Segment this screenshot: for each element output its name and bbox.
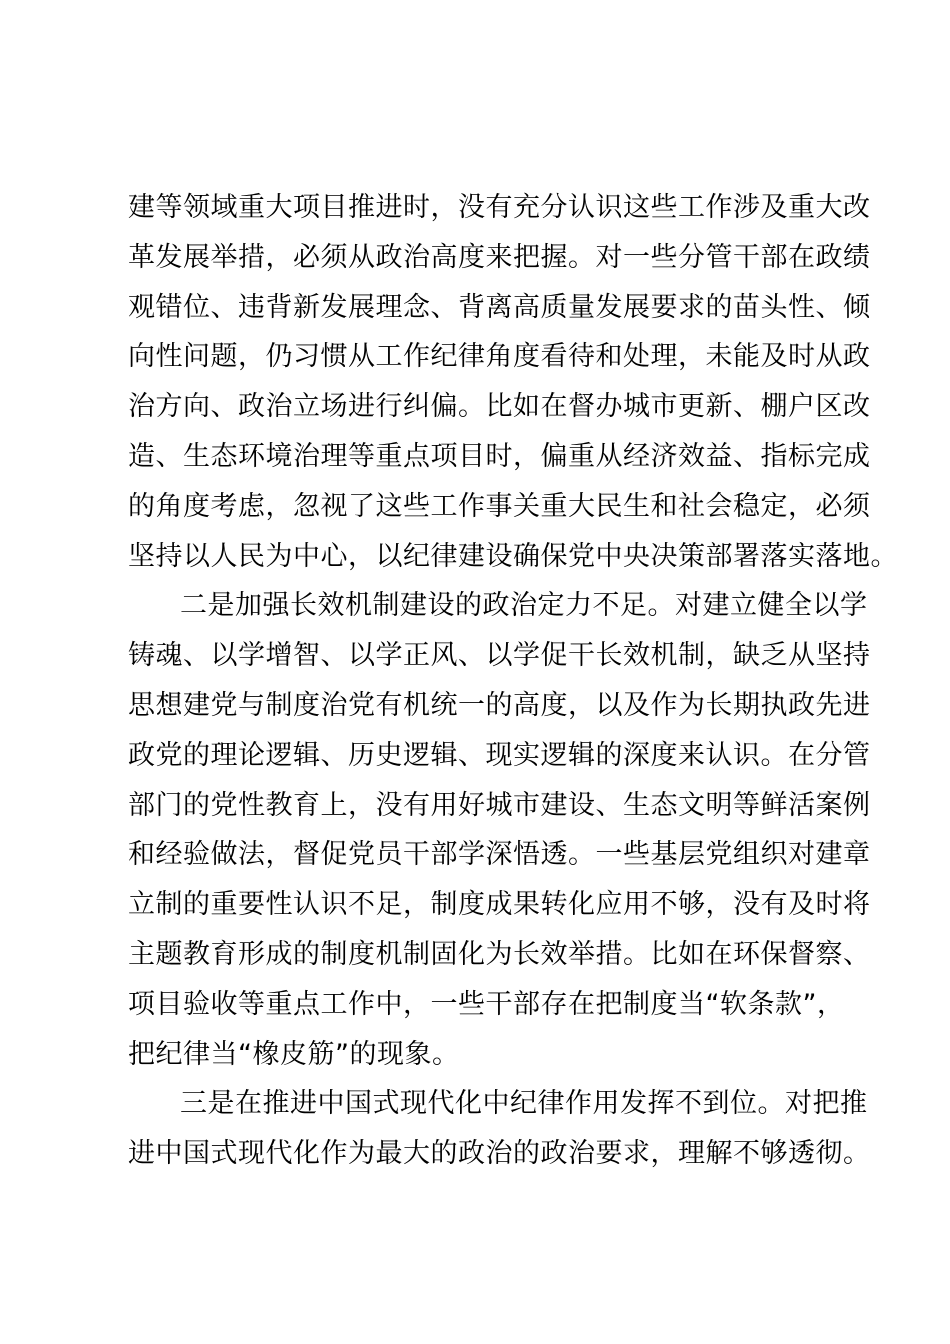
text-line: 部门的党性教育上，没有用好城市建设、生态文明等鲜活案例 xyxy=(128,789,871,821)
text-line: 项目验收等重点工作中，一些干部存在把制度当“软条款”， xyxy=(128,988,845,1020)
text-line: 的角度考虑，忽视了这些工作事关重大民生和社会稳定，必须 xyxy=(128,490,871,522)
text-line: 主题教育形成的制度机制固化为长效举措。比如在环保督察、 xyxy=(128,938,871,970)
text-line: 坚持以人民为中心，以纪律建设确保党中央决策部署落实落地。 xyxy=(128,540,898,572)
text-line: 三是在推进中国式现代化中纪律作用发挥不到位。对把推 xyxy=(180,1088,868,1120)
paragraph-3 xyxy=(128,1079,871,1179)
body-text xyxy=(128,183,898,1179)
text-line: 建等领域重大项目推进时，没有充分认识这些工作涉及重大改 xyxy=(128,192,871,223)
text-line: 治方向、政治立场进行纠偏。比如在督办城市更新、棚户区改 xyxy=(128,391,871,423)
text-line: 进中国式现代化作为最大的政治的政治要求，理解不够透彻。 xyxy=(128,1138,871,1170)
text-line: 铸魂、以学增智、以学正风、以学促干长效机制，缺乏从坚持 xyxy=(128,640,871,672)
text-line: 二是加强长效机制建设的政治定力不足。对建立健全以学 xyxy=(180,590,868,622)
text-line: 政党的理论逻辑、历史逻辑、现实逻辑的深度来认识。在分管 xyxy=(128,739,871,771)
text-line: 把纪律当“橡皮筋”的现象。 xyxy=(128,1038,460,1070)
text-line: 造、生态环境治理等重点项目时，偏重从经济效益、指标完成 xyxy=(128,440,871,472)
paragraph-2 xyxy=(128,581,871,1079)
text-line: 革发展举措，必须从政治高度来把握。对一些分管干部在政绩 xyxy=(128,241,871,273)
text-line: 立制的重要性认识不足，制度成果转化应用不够，没有及时将 xyxy=(128,889,871,921)
text-line: 思想建党与制度治党有机统一的高度，以及作为长期执政先进 xyxy=(128,689,871,721)
text-line: 和经验做法，督促党员干部学深悟透。一些基层党组织对建章 xyxy=(128,839,871,871)
text-line: 向性问题，仍习惯从工作纪律角度看待和处理，未能及时从政 xyxy=(128,341,871,373)
text-line: 观错位、违背新发展理念、背离高质量发展要求的苗头性、倾 xyxy=(128,291,871,323)
paragraph-1 xyxy=(128,183,898,581)
